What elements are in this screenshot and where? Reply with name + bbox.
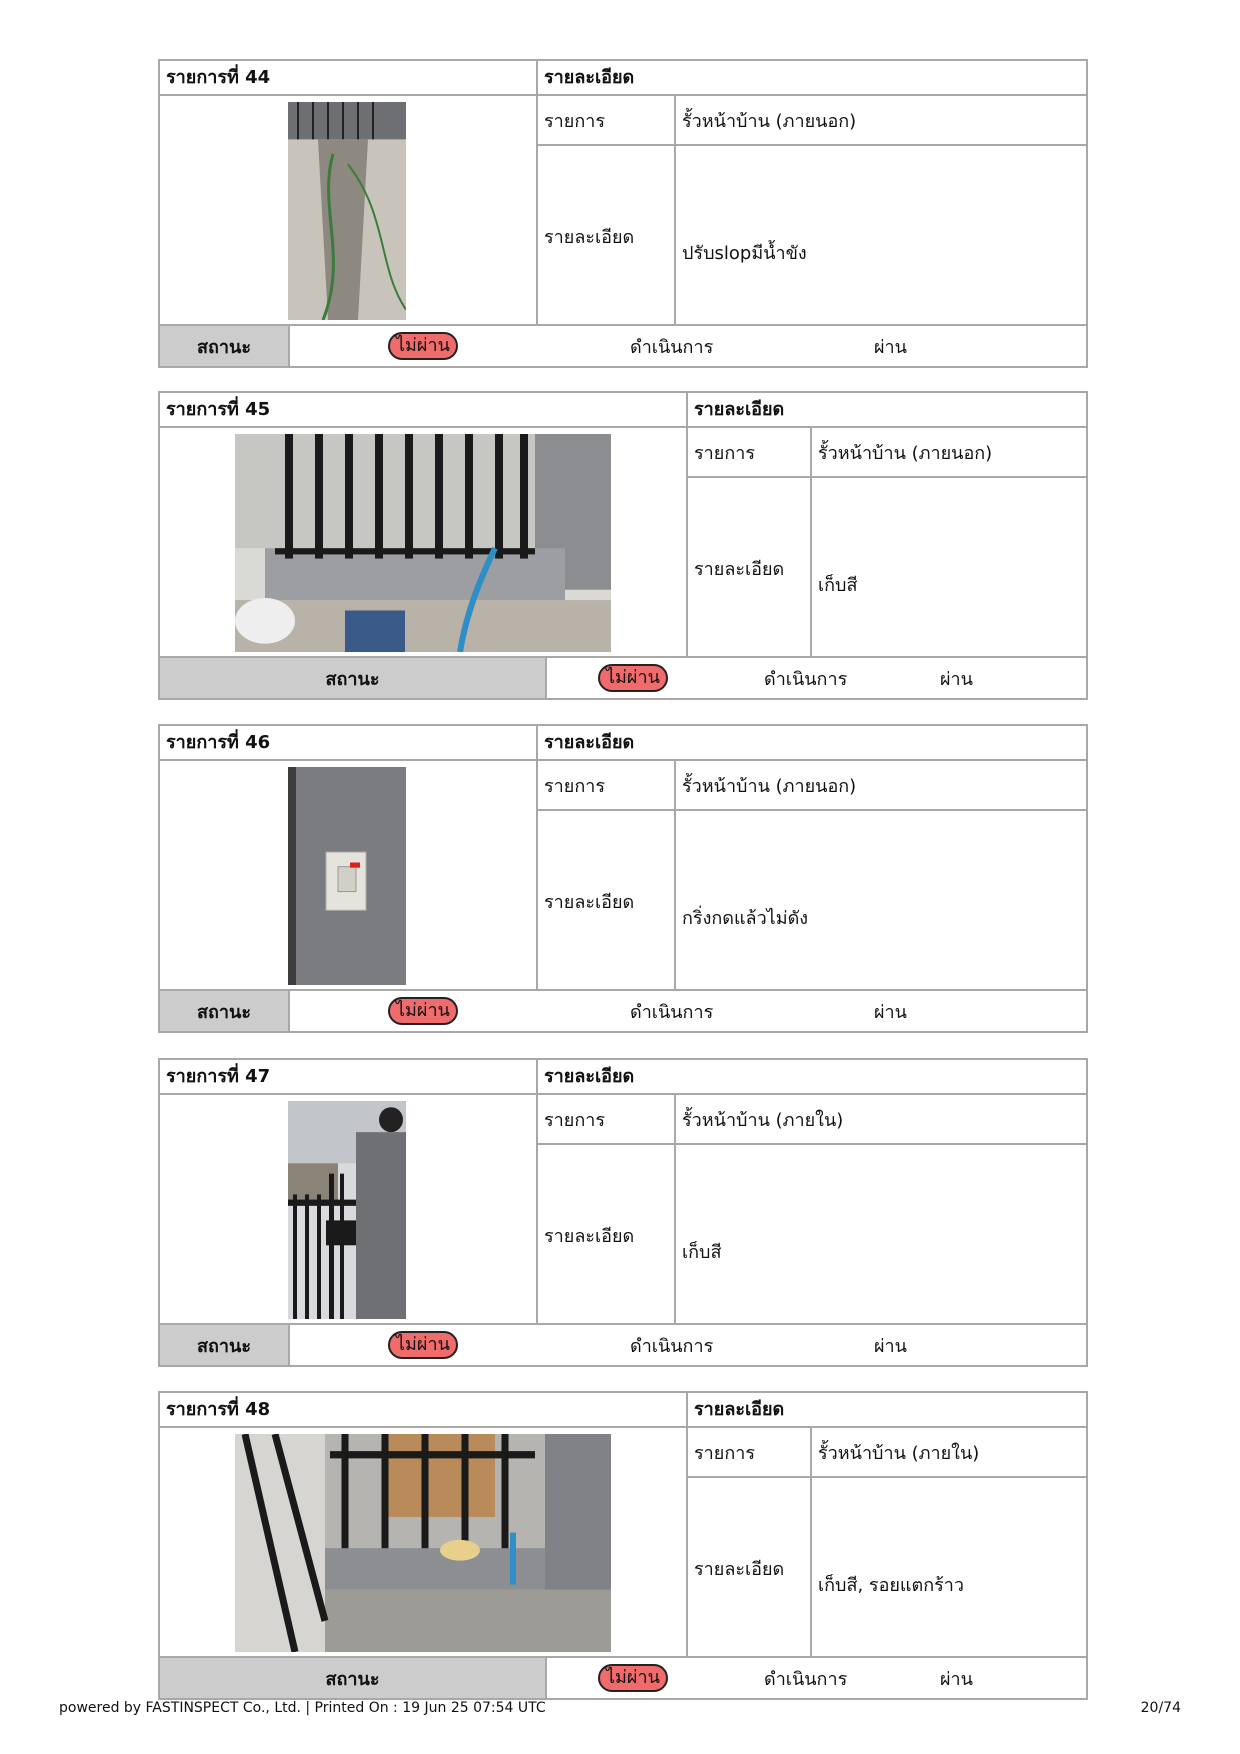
status-row	[160, 989, 1086, 1031]
status-option-in-progress[interactable]: ดำเนินการ	[630, 1001, 714, 1023]
item-value: รั้วหน้าบ้าน (ภายนอก)	[682, 110, 857, 132]
status-option-fail[interactable]	[388, 326, 458, 366]
footer-credit: powered by FASTINSPECT Co., Ltd. | Printed On : 19 Jun 25 07:54 UTC	[59, 1700, 546, 1716]
item-row	[688, 428, 1086, 478]
item-label: รายการ	[688, 428, 812, 476]
status-row	[160, 324, 1086, 366]
inspection-photo[interactable]	[235, 1434, 611, 1652]
status-option-pass[interactable]: ผ่าน	[874, 1001, 907, 1023]
fail-badge: ไม่ผ่าน	[388, 1331, 458, 1359]
photo-cell	[160, 1428, 688, 1658]
photo-cell	[160, 761, 538, 991]
status-row	[160, 1323, 1086, 1365]
detail-row	[688, 478, 1086, 658]
item-row	[538, 96, 1086, 146]
detail-row	[688, 1478, 1086, 1658]
detail-value: เก็บสี, รอยแตกร้าว	[818, 1575, 965, 1596]
status-option-pass[interactable]: ผ่าน	[874, 336, 907, 358]
details-panel	[538, 1095, 1086, 1325]
item-title: รายการที่ 44	[160, 61, 538, 96]
status-option-in-progress[interactable]: ดำเนินการ	[764, 668, 848, 690]
details-panel	[688, 1428, 1086, 1658]
inspection-photo[interactable]	[235, 434, 611, 652]
detail-header: รายละเอียด	[538, 1060, 1086, 1095]
detail-label: รายละเอียด	[538, 811, 676, 991]
detail-row	[538, 811, 1086, 991]
inspection-photo[interactable]	[288, 102, 406, 320]
status-option-in-progress[interactable]: ดำเนินการ	[630, 1335, 714, 1357]
page-number: 20/74	[1140, 1700, 1181, 1716]
status-row	[160, 1656, 1086, 1698]
detail-label: รายละเอียด	[538, 146, 676, 326]
item-label: รายการ	[538, 761, 676, 809]
details-panel	[538, 96, 1086, 326]
detail-value: กริ่งกดแล้วไม่ดัง	[682, 908, 809, 929]
detail-header: รายละเอียด	[688, 1393, 1086, 1428]
status-option-fail[interactable]	[598, 1658, 668, 1698]
status-option-fail[interactable]	[598, 658, 668, 698]
fail-badge: ไม่ผ่าน	[388, 997, 458, 1025]
status-option-fail[interactable]	[388, 1325, 458, 1365]
status-label: สถานะ	[160, 991, 290, 1031]
detail-label: รายละเอียด	[688, 1478, 812, 1658]
detail-header: รายละเอียด	[688, 393, 1086, 428]
fail-badge: ไม่ผ่าน	[388, 332, 458, 360]
item-value: รั้วหน้าบ้าน (ภายใน)	[682, 1109, 844, 1131]
status-label: สถานะ	[160, 658, 547, 698]
detail-label: รายละเอียด	[538, 1145, 676, 1325]
status-option-pass[interactable]: ผ่าน	[940, 1668, 973, 1690]
item-block-48	[158, 1391, 1088, 1700]
item-title: รายการที่ 45	[160, 393, 688, 428]
detail-header: รายละเอียด	[538, 726, 1086, 761]
detail-value: ปรับslopมีน้ำขัง	[682, 243, 807, 264]
detail-value: เก็บสี	[818, 575, 858, 596]
photo-cell	[160, 96, 538, 326]
status-option-in-progress[interactable]: ดำเนินการ	[764, 1668, 848, 1690]
inspection-photo[interactable]	[288, 1101, 406, 1319]
detail-label: รายละเอียด	[688, 478, 812, 658]
status-option-in-progress[interactable]: ดำเนินการ	[630, 336, 714, 358]
detail-value: เก็บสี	[682, 1242, 722, 1263]
fail-badge: ไม่ผ่าน	[598, 1664, 668, 1692]
photo-cell	[160, 428, 688, 658]
item-row	[538, 761, 1086, 811]
status-label: สถานะ	[160, 1325, 290, 1365]
detail-header: รายละเอียด	[538, 61, 1086, 96]
status-option-fail[interactable]	[388, 991, 458, 1031]
detail-row	[538, 1145, 1086, 1325]
item-row	[538, 1095, 1086, 1145]
item-title: รายการที่ 47	[160, 1060, 538, 1095]
item-value: รั้วหน้าบ้าน (ภายนอก)	[682, 775, 857, 797]
details-panel	[688, 428, 1086, 658]
details-panel	[538, 761, 1086, 991]
detail-row	[538, 146, 1086, 326]
item-row	[688, 1428, 1086, 1478]
fail-badge: ไม่ผ่าน	[598, 664, 668, 692]
item-title: รายการที่ 48	[160, 1393, 688, 1428]
item-block-46	[158, 724, 1088, 1033]
item-title: รายการที่ 46	[160, 726, 538, 761]
status-label: สถานะ	[160, 1658, 547, 1698]
item-label: รายการ	[538, 96, 676, 144]
status-option-pass[interactable]: ผ่าน	[940, 668, 973, 690]
inspection-photo[interactable]	[288, 767, 406, 985]
status-option-pass[interactable]: ผ่าน	[874, 1335, 907, 1357]
item-value: รั้วหน้าบ้าน (ภายนอก)	[818, 442, 993, 464]
item-label: รายการ	[538, 1095, 676, 1143]
item-label: รายการ	[688, 1428, 812, 1476]
item-block-47	[158, 1058, 1088, 1367]
photo-cell	[160, 1095, 538, 1325]
status-label: สถานะ	[160, 326, 290, 366]
status-row	[160, 656, 1086, 698]
item-value: รั้วหน้าบ้าน (ภายใน)	[818, 1442, 980, 1464]
item-block-44	[158, 59, 1088, 368]
item-block-45	[158, 391, 1088, 700]
